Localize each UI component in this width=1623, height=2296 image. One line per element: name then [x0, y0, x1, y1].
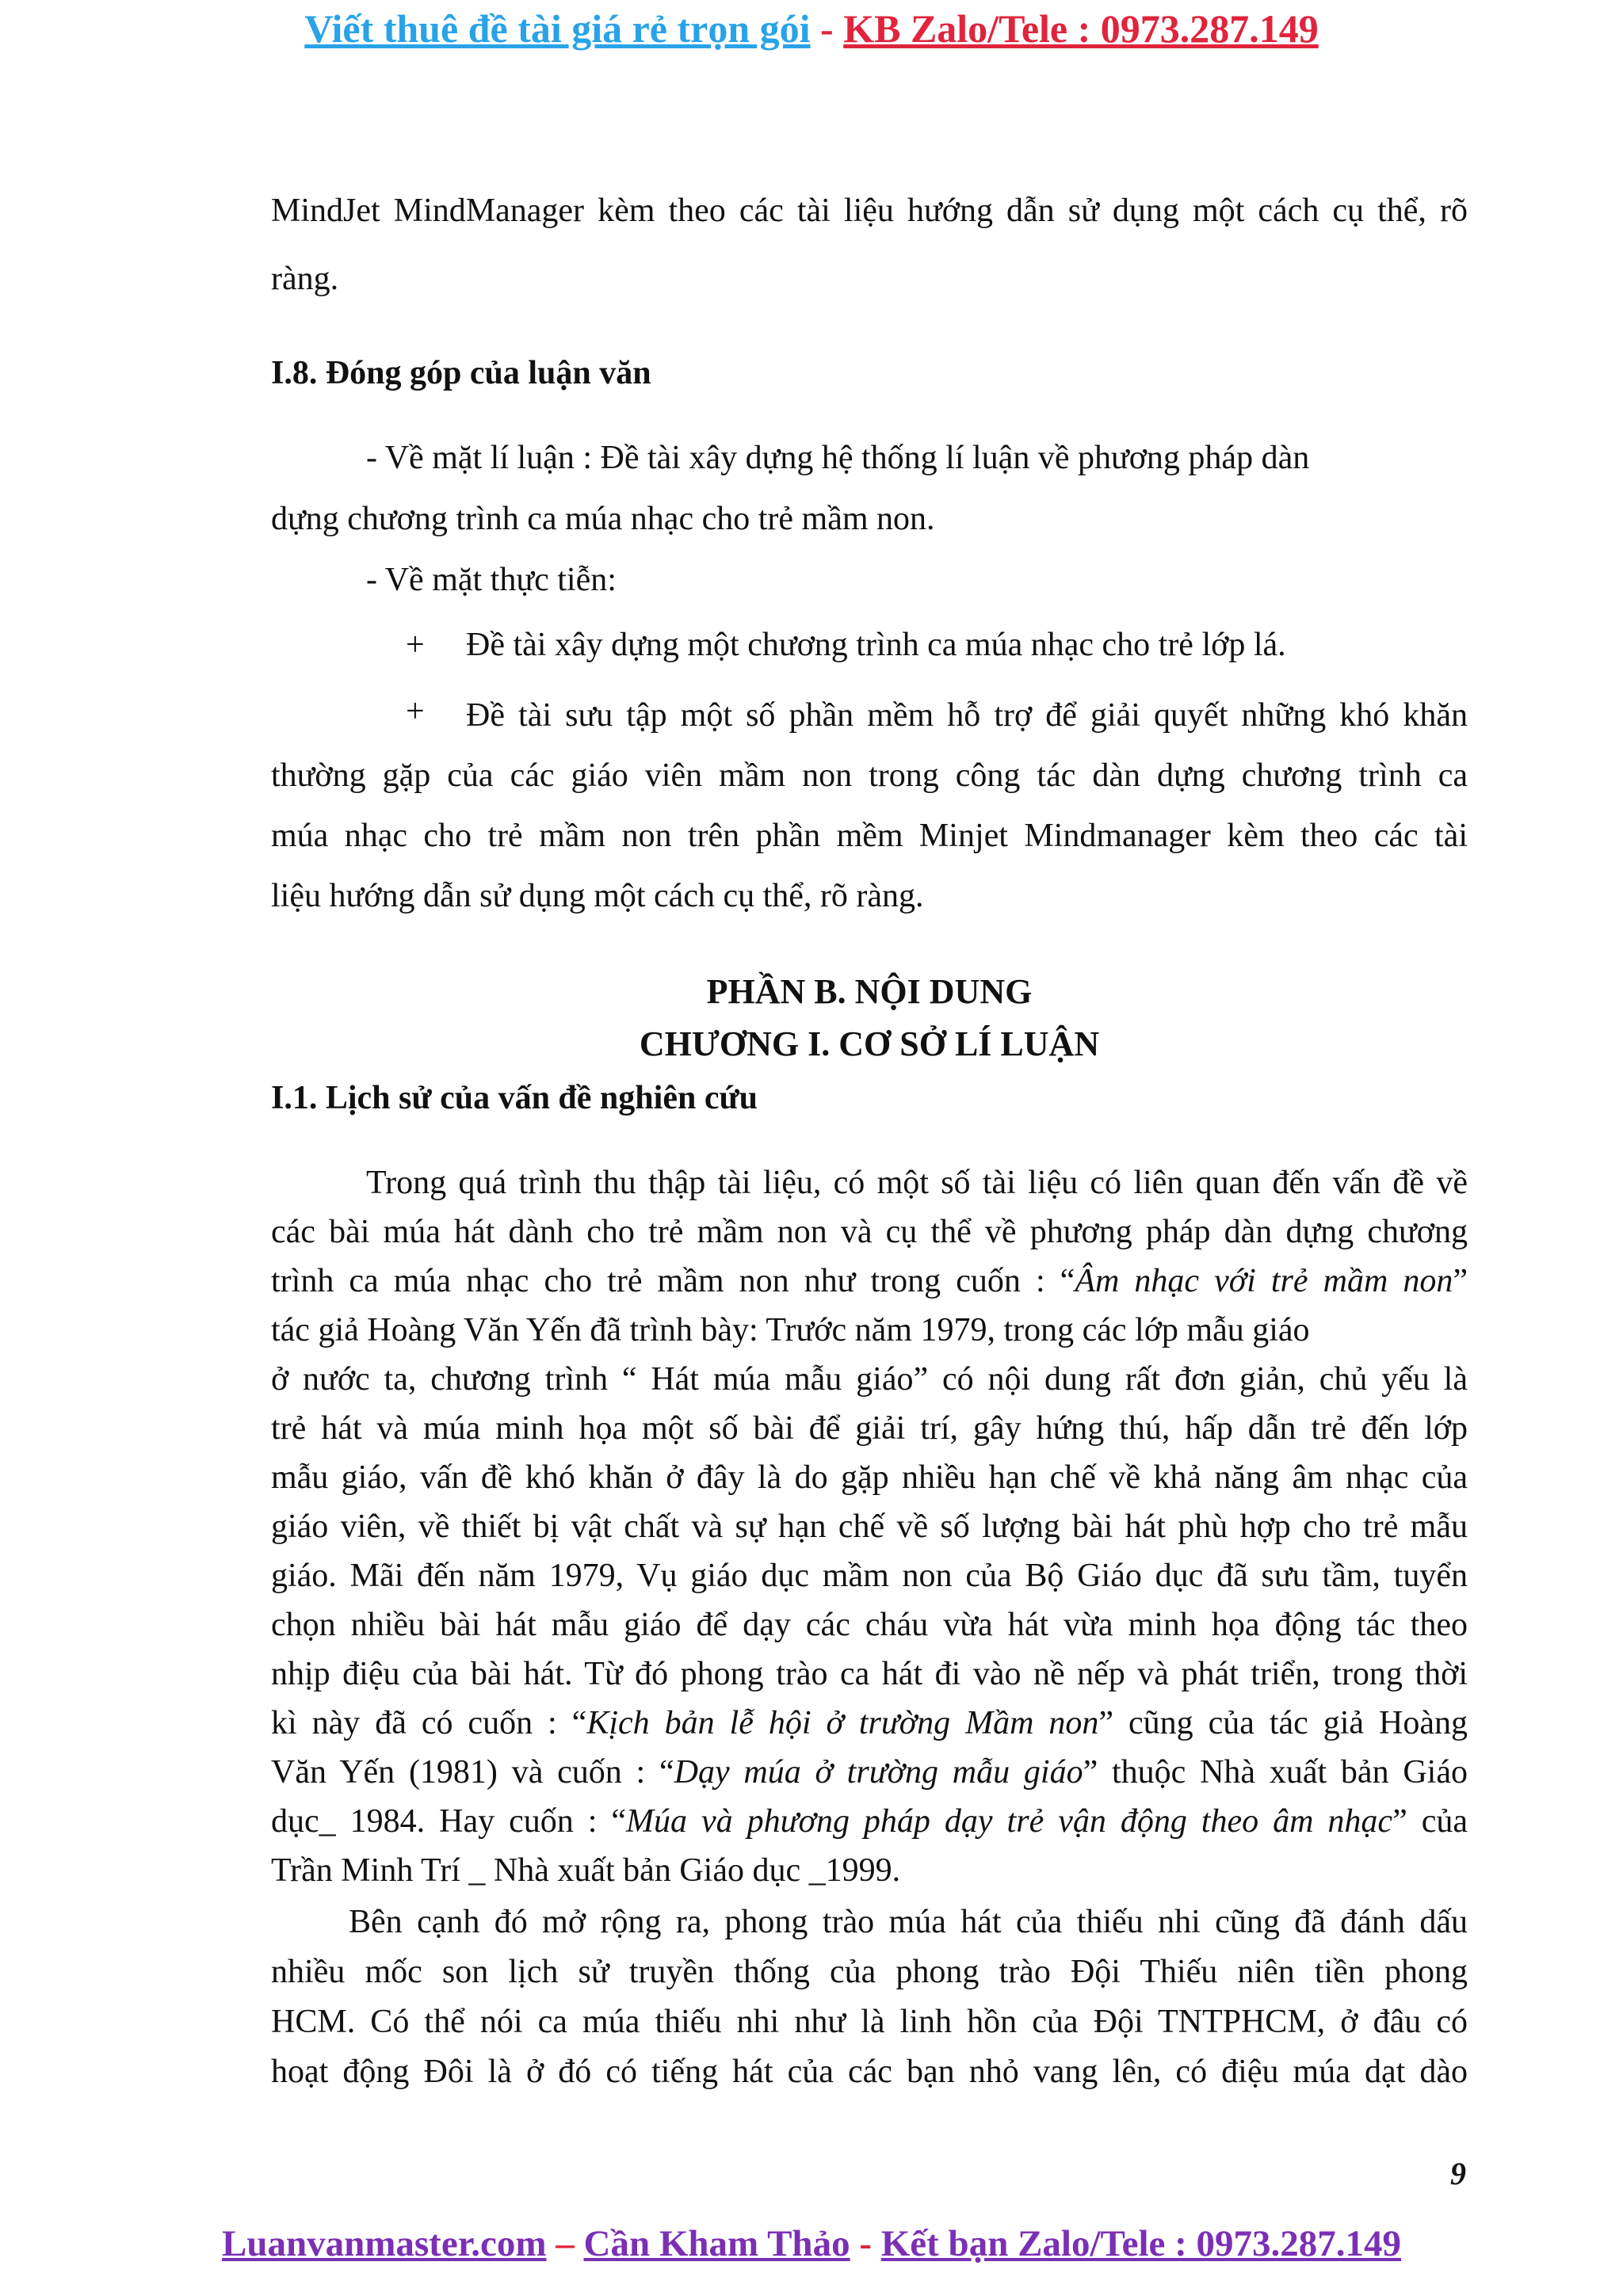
para2-line-4: hoạt động Đôi là ở đó có tiếng hát của các bạn nhỏ vang lên, có điệu múa dạt dào — [271, 2054, 1468, 2090]
para1-line-12a: kì này đã có cuốn : “ — [271, 1705, 587, 1741]
para1-line-14a: dục_ 1984. Hay cuốn : “ — [271, 1803, 627, 1840]
plus-item-2-line-4: liệu hướng dẫn sử dụng một cách cụ thể, rõ ràng. — [271, 878, 924, 914]
plus-item-2-line-2: thường gặp của các giáo viên mầm non trong công tác dàn dựng chương trình ca — [271, 757, 1468, 794]
plus-item-2-line-1: Đề tài sưu tập một số phần mềm hỗ trợ để giải quyết những khó khăn — [466, 697, 1468, 734]
intro-line-1: MindJet MindManager kèm theo các tài liệu hướng dẫn sử dụng một cách cụ thể, rõ — [271, 193, 1468, 229]
para1-line-2: các bài múa hát dành cho trẻ mầm non và cụ thể về phương pháp dàn dựng chương — [271, 1214, 1468, 1250]
para2-line-1: Bên cạnh đó mở rộng ra, phong trào múa hát của thiếu nhi cũng đã đánh dấu — [349, 1904, 1468, 1940]
bottom-banner-dash-2: - — [850, 2223, 881, 2264]
para1-line-15: Trần Minh Trí _ Nhà xuất bản Giáo dục _1999. — [271, 1852, 901, 1889]
para1-line-12 — [271, 1701, 1468, 1745]
para1-line-7: mẫu giáo, vấn đề khó khăn ở đây là do gặp nhiều hạn chế về khả năng âm nhạc của — [271, 1459, 1468, 1496]
para1-line-14 — [271, 1799, 1468, 1844]
para1-line-1: Trong quá trình thu thập tài liệu, có một số tài liệu có liên quan đến vấn đề về — [366, 1165, 1468, 1201]
para1-line-13 — [271, 1750, 1468, 1794]
para1-line-13c: ” thuộc Nhà xuất bản Giáo — [1083, 1754, 1468, 1791]
top-banner-link-service[interactable]: Viết thuê đề tài giá rẻ trọn gói — [304, 6, 811, 51]
para1-line-12c: ” cũng của tác giả Hoàng — [1098, 1705, 1468, 1741]
plus-marker-1: + — [406, 627, 425, 663]
book-title-day-mua: Dạy múa ở trường mẫu giáo — [674, 1754, 1083, 1791]
plus-item-1: Đề tài xây dựng một chương trình ca múa nhạc cho trẻ lớp lá. — [466, 627, 1286, 663]
theory-line-1: - Về mặt lí luận : Đề tài xây dựng hệ thống lí luận về phương pháp dàn — [366, 440, 1310, 476]
plus-item-2-line-3: múa nhạc cho trẻ mầm non trên phần mềm Minjet Mindmanager kèm theo các tài — [271, 818, 1468, 854]
para2-line-2: nhiều mốc son lịch sử truyền thống của phong trào Đội Thiếu niên tiền phong — [271, 1954, 1468, 1990]
para1-line-8: giáo viên, về thiết bị vật chất và sự hạn chế về số lượng bài hát phù hợp cho trẻ mẫu — [271, 1508, 1468, 1545]
para1-line-13a: Văn Yến (1981) và cuốn : “ — [271, 1754, 674, 1791]
book-title-kich-ban: Kịch bản lễ hội ở trường Mầm non — [586, 1705, 1099, 1741]
para1-line-11: nhịp điệu của bài hát. Từ đó phong trào ca hát đi vào nề nếp và phát triển, trong thời — [271, 1656, 1468, 1692]
page-number: 9 — [1450, 2156, 1466, 2191]
para1-line-3 — [271, 1259, 1468, 1303]
top-banner — [0, 3, 1623, 54]
para2-line-3: HCM. Có thể nói ca múa thiếu nhi như là linh hồn của Đội TNTPHCM, ở đâu có — [271, 2004, 1468, 2040]
para1-line-14c: ” của — [1392, 1803, 1468, 1840]
chapter-i-title: CHƯƠNG I. CƠ SỞ LÍ LUẬN — [639, 1024, 1100, 1063]
theory-line-2: dựng chương trình ca múa nhạc cho trẻ mầm non. — [271, 501, 935, 537]
para1-line-4: tác giả Hoàng Văn Yến đã trình bày: Trước năm 1979, trong các lớp mẫu giáo — [271, 1312, 1310, 1348]
part-b-title: PHẦN B. NỘI DUNG — [706, 972, 1033, 1011]
bottom-banner-link-name[interactable]: Cần Kham Thảo — [583, 2223, 850, 2264]
para1-line-5: ở nước ta, chương trình “ Hát múa mẫu giáo” có nội dung rất đơn giản, chủ yếu là — [271, 1361, 1468, 1398]
bottom-banner-link-contact[interactable]: Kết bạn Zalo/Tele : 0973.287.149 — [880, 2223, 1402, 2264]
para1-line-6: trẻ hát và múa minh họa một số bài để giải trí, gây hứng thú, hấp dẫn trẻ đến lớp — [271, 1410, 1468, 1447]
book-title-mua-va-pp: Múa và phương pháp dạy trẻ vận động theo âm nhạc — [626, 1803, 1393, 1840]
bottom-banner — [0, 2218, 1623, 2269]
para1-line-10: chọn nhiều bài hát mẫu giáo để dạy các cháu vừa hát vừa minh họa động tác theo — [271, 1607, 1468, 1643]
para1-line-9: giáo. Mãi đến năm 1979, Vụ giáo dục mầm non của Bộ Giáo dục đã sưu tầm, tuyển — [271, 1558, 1468, 1594]
heading-i8: I.8. Đóng góp của luận văn — [271, 355, 651, 391]
para1-line-3c: ” — [1453, 1263, 1468, 1299]
bottom-banner-dash-1: – — [546, 2223, 584, 2264]
plus-marker-2: + — [406, 693, 425, 730]
top-banner-link-contact[interactable]: KB Zalo/Tele : 0973.287.149 — [843, 6, 1319, 51]
top-banner-separator: - — [810, 6, 844, 51]
heading-i1: I.1. Lịch sử của vấn đề nghiên cứu — [271, 1080, 758, 1116]
para1-line-3a: trình ca múa nhạc cho trẻ mầm non như trong cuốn : “ — [271, 1263, 1075, 1299]
intro-line-2: ràng. — [271, 261, 339, 297]
practice-label: - Về mặt thực tiễn: — [366, 562, 617, 598]
book-title-am-nhac: Âm nhạc với trẻ mầm non — [1075, 1263, 1453, 1299]
bottom-banner-link-site[interactable]: Luanvanmaster.com — [221, 2223, 547, 2264]
